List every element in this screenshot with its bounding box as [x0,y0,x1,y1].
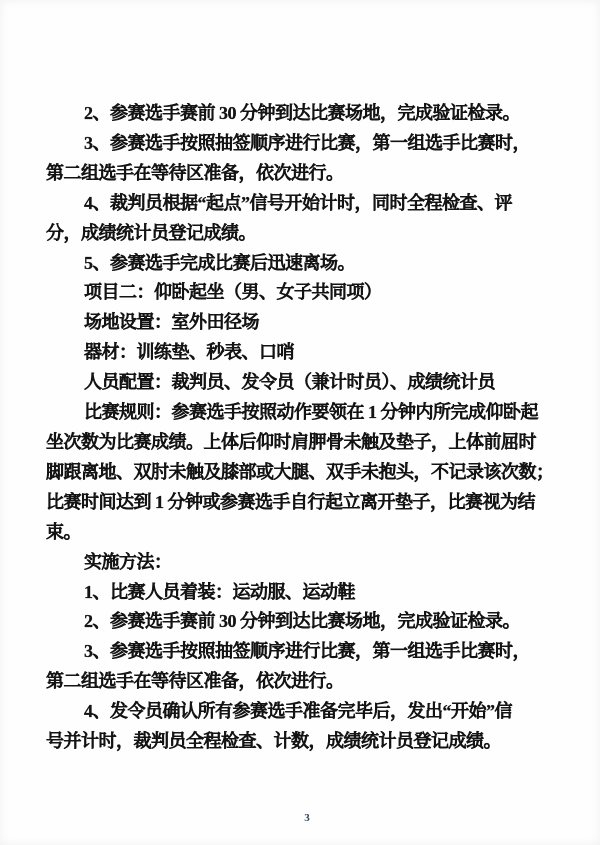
text-line: 分，成绩统计员登记成绩。 [46,222,256,243]
document-body [46,99,554,757]
text-line: 坐次数为比赛成绩。上体后仰时肩胛骨未触及垫子，上体前屈时 [46,431,536,452]
text-line: 第二组选手在等待区准备，依次进行。 [46,162,344,183]
text-line: 3、参赛选手按照抽签顺序进行比赛，第一组选手比赛时， [84,641,530,662]
text-line: 束。 [46,521,81,542]
page-number: 3 [304,812,310,824]
text-line: 2、参赛选手赛前 30 分钟到达比赛场地，完成验证检录。 [84,611,520,632]
text-line: 比赛规则：参赛选手按照动作要领在 1 分钟内所完成仰卧起 [84,402,538,423]
text-line: 人员配置：裁判员、发令员（兼计时员）、成绩统计员 [84,372,495,393]
text-line: 号并计时，裁判员全程检查、计数，成绩统计员登记成绩。 [46,731,501,752]
text-line: 2、参赛选手赛前 30 分钟到达比赛场地，完成验证检录。 [84,103,520,123]
text-line: 4、发令员确认所有参赛选手准备完毕后，发出“开始”信 [84,701,512,722]
text-line: 5、参赛选手完成比赛后迅速离场。 [84,252,355,273]
text-line: 第二组选手在等待区准备，依次进行。 [46,671,344,692]
text-line: 比赛时间达到 1 分钟或参赛选手自行起立离开垫子，比赛视为结 [46,491,535,512]
text-line: 3、参赛选手按照抽签顺序进行比赛，第一组选手比赛时， [84,132,530,153]
text-line: 项目二：仰卧起坐（男、女子共同项） [84,282,382,303]
text-line: 场地设置：室外田径场 [84,312,259,333]
text-line: 4、裁判员根据“起点”信号开始计时，同时全程检查、评 [84,192,512,213]
text-line: 1、比赛人员着装：运动服、运动鞋 [84,581,355,602]
text-line: 脚跟离地、双肘未触及膝部或大腿、双手未抱头，不记录该次数； [46,461,554,482]
text-line: 器材：训练垫、秒表、口哨 [84,342,294,363]
text-line: 实施方法： [84,551,172,572]
